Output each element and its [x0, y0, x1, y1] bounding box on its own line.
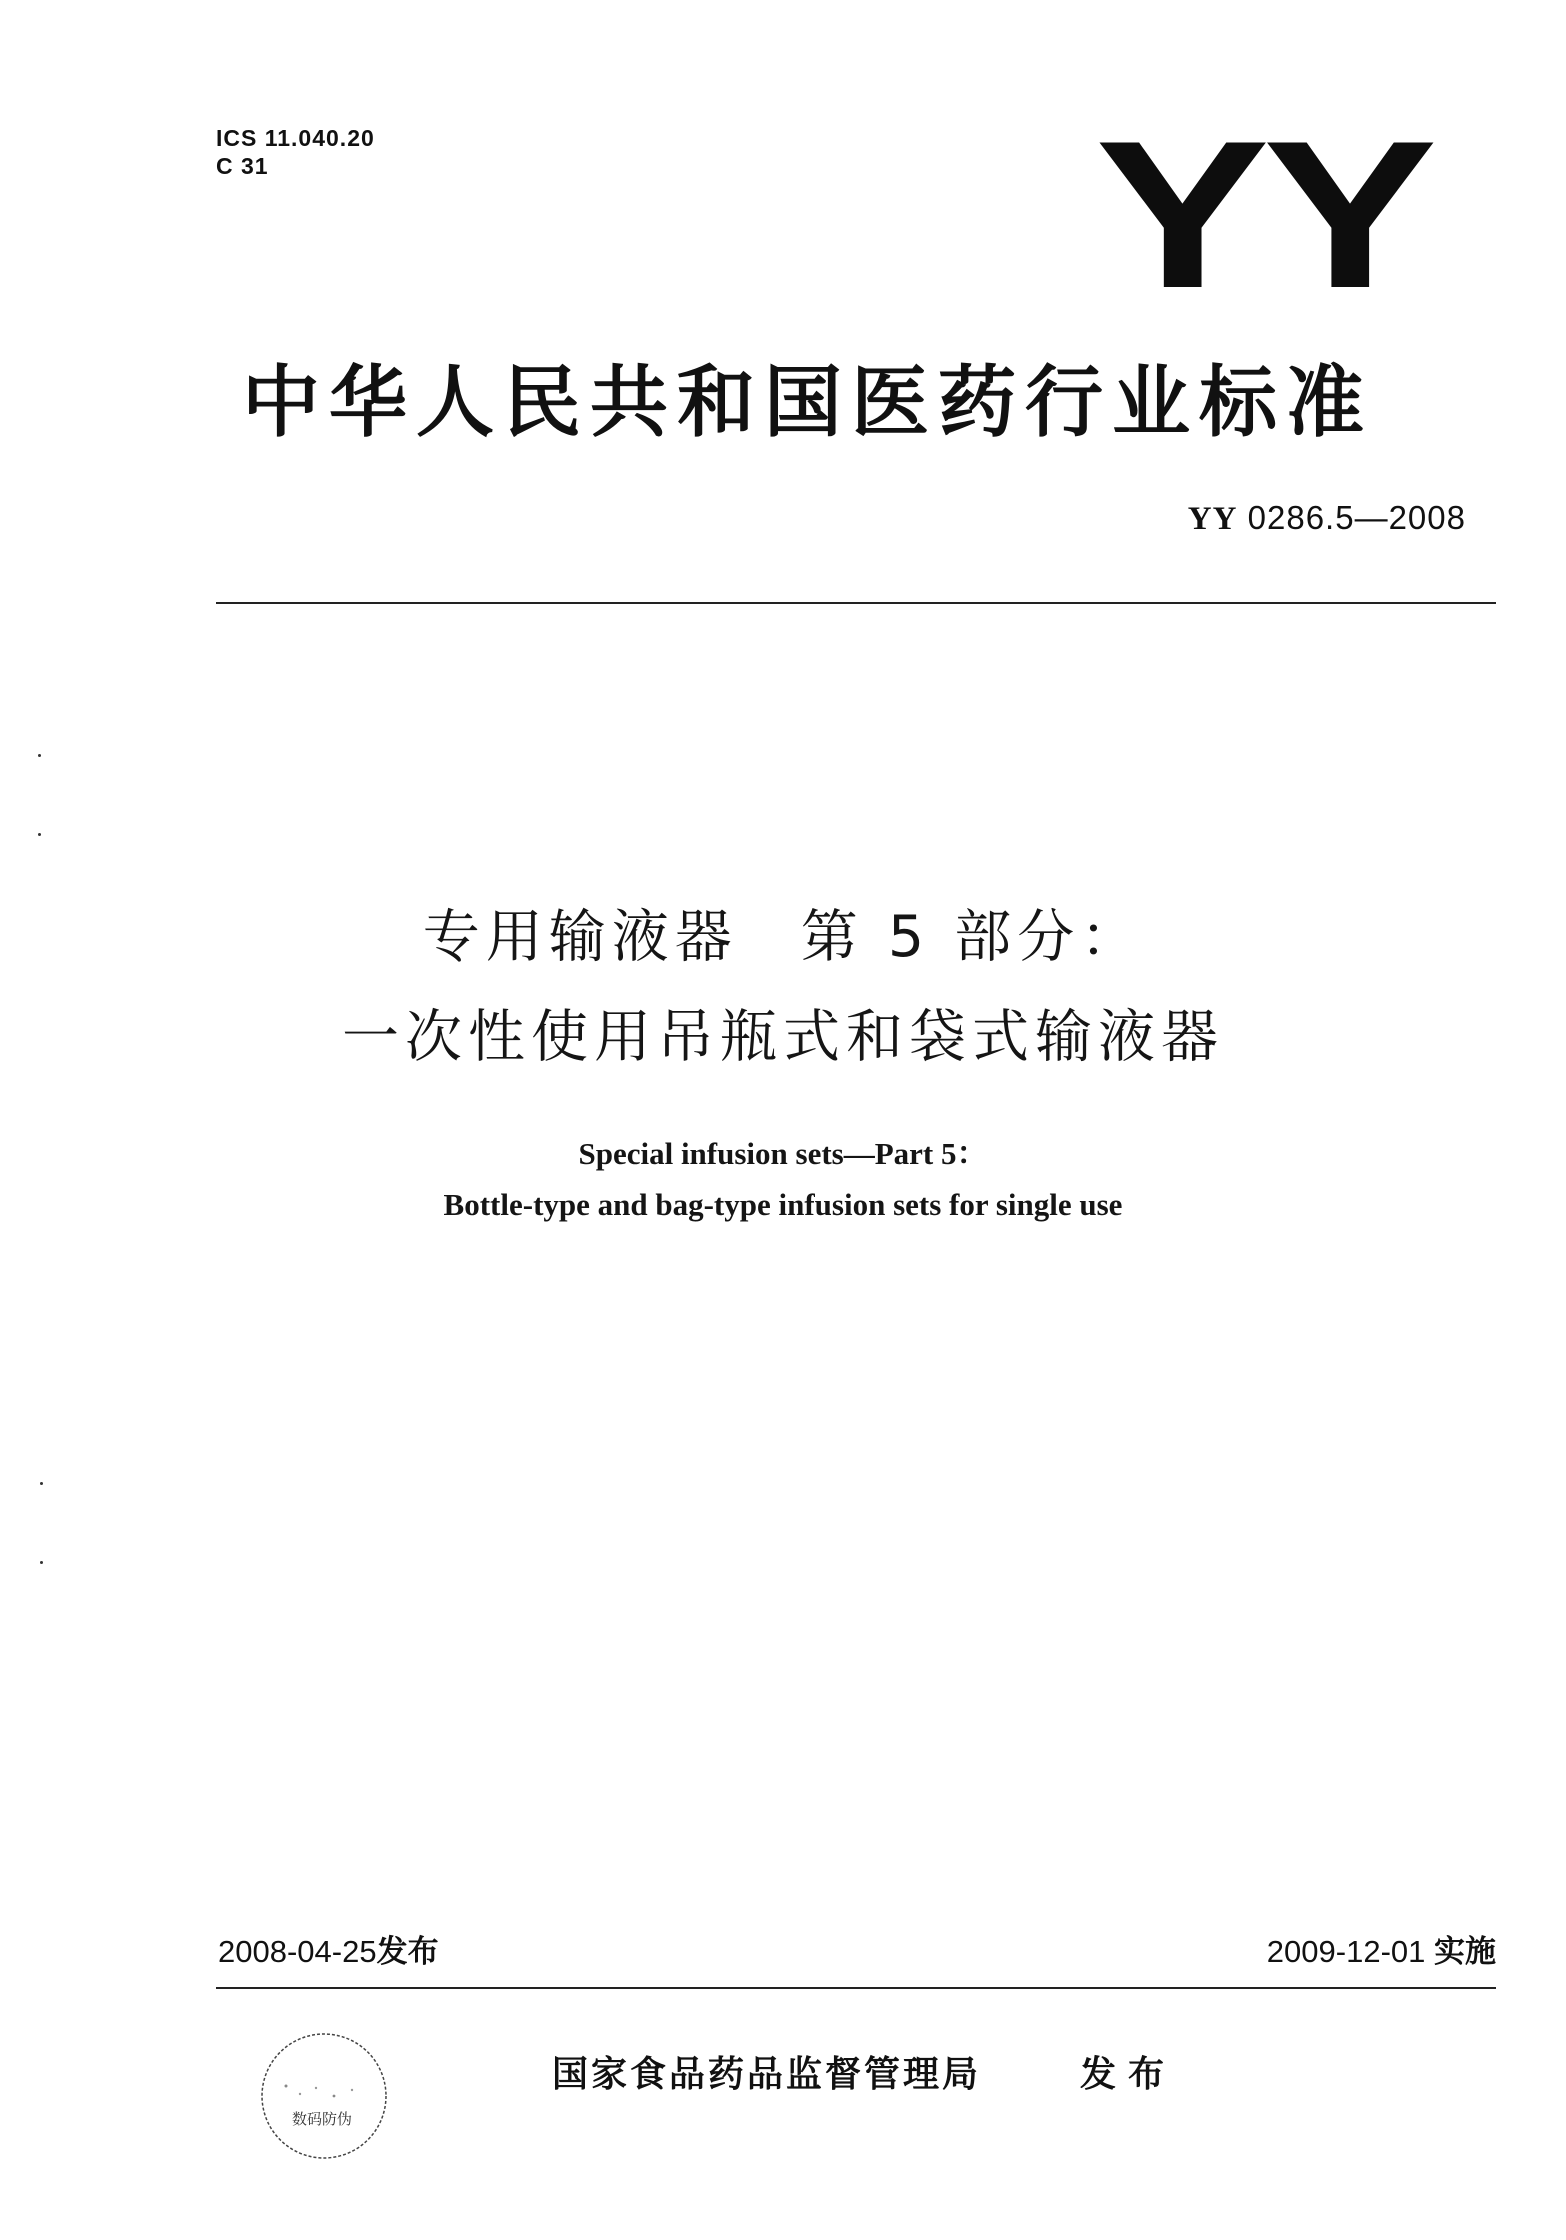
- issuing-authority: 国家食品药品监督管理局: [552, 2054, 982, 2095]
- publish-date: [218, 1932, 439, 1972]
- scan-speck: [38, 833, 41, 836]
- scan-speck: [40, 1482, 43, 1485]
- title-en-line1: Special infusion sets—Part 5：: [578, 1136, 988, 1171]
- scan-speck: [40, 1561, 43, 1564]
- anti-counterfeit-stamp: [256, 2028, 392, 2164]
- standard-mark: YY: [1095, 97, 1431, 332]
- standard-number-prefix: YY: [1187, 501, 1238, 537]
- publish-date-value: 2008-04-25: [218, 1934, 377, 1969]
- title-zh-line1: 专用输液器 第 5 部分：: [422, 904, 1144, 970]
- header-divider: [216, 602, 1496, 604]
- publish-label: 发布: [376, 1934, 439, 1970]
- scan-speck: [38, 754, 41, 757]
- stamp-text: 数码防伪: [291, 2110, 353, 2128]
- issue-label: 发布: [1080, 2054, 1177, 2095]
- standard-number: [1188, 498, 1466, 539]
- ics-code: ICS 11.040.20: [216, 125, 375, 151]
- implement-date: [1267, 1932, 1496, 1972]
- standard-number-value: 0286.5—2008: [1247, 499, 1466, 536]
- footer-divider: [216, 1987, 1496, 1989]
- ccs-code: C 31: [216, 153, 269, 179]
- title-zh-line2: 一次性使用吊瓶式和袋式输液器: [342, 1004, 1224, 1070]
- title-en-line2: Bottle-type and bag-type infusion sets for single use: [443, 1187, 1123, 1222]
- standard-category-title: 中华人民共和国医药行业标准: [242, 358, 1374, 448]
- implement-label: 实施: [1434, 1934, 1496, 1970]
- implement-date-value: 2009-12-01: [1266, 1934, 1426, 1969]
